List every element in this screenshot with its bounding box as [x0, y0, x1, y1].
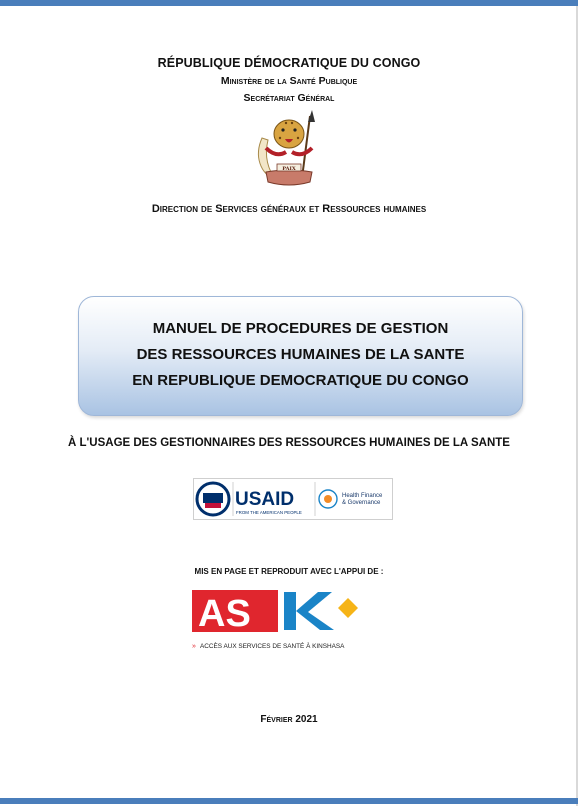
title-line-1: MANUEL DE PROCEDURES DE GESTION: [152, 320, 449, 337]
hfg-line-2: & Governance: [342, 500, 381, 506]
title-box: [78, 296, 523, 416]
svg-text:AS: AS: [198, 593, 251, 635]
bottom-rule: [0, 798, 578, 804]
usaid-tagline: FROM THE AMERICAN PEOPLE: [236, 510, 302, 515]
usaid-logo: [193, 478, 393, 520]
support-label: MIS EN PAGE ET REPRODUIT AVEC L'APPUI DE :: [194, 567, 384, 576]
coat-of-arms-emblem: [252, 108, 326, 192]
publication-date: Février 2021: [260, 714, 318, 725]
ask-logo-graphic: [192, 586, 392, 656]
svg-text:»: »: [192, 643, 196, 650]
ask-tagline: ACCÈS AUX SERVICES DE SANTÉ À KINSHASA: [200, 643, 345, 650]
title-line-3: EN REPUBLIQUE DEMOCRATIQUE DU CONGO: [132, 372, 469, 389]
top-rule: [0, 0, 578, 6]
title-line-2: DES RESSOURCES HUMAINES DE LA SANTE: [136, 346, 465, 363]
hfg-line-1: Health Finance: [342, 493, 383, 499]
emblem-motto: PAIX: [282, 165, 296, 172]
usage-subtitle: À L'USAGE DES GESTIONNAIRES DES RESSOURCES HUMAINES DE LA SANTE: [68, 437, 510, 449]
secretariat-name: Secrétariat Général: [243, 92, 335, 104]
ask-logo: [192, 586, 392, 656]
country-name: RÉPUBLIQUE DÉMOCRATIQUE DU CONGO: [157, 56, 421, 70]
usaid-name: USAID: [235, 489, 295, 510]
direction-name: Direction de Services généraux et Ressources humaines: [151, 203, 427, 215]
ministry-name: Ministère de la Santé Publique: [220, 75, 358, 87]
partner-logos: [193, 478, 393, 520]
